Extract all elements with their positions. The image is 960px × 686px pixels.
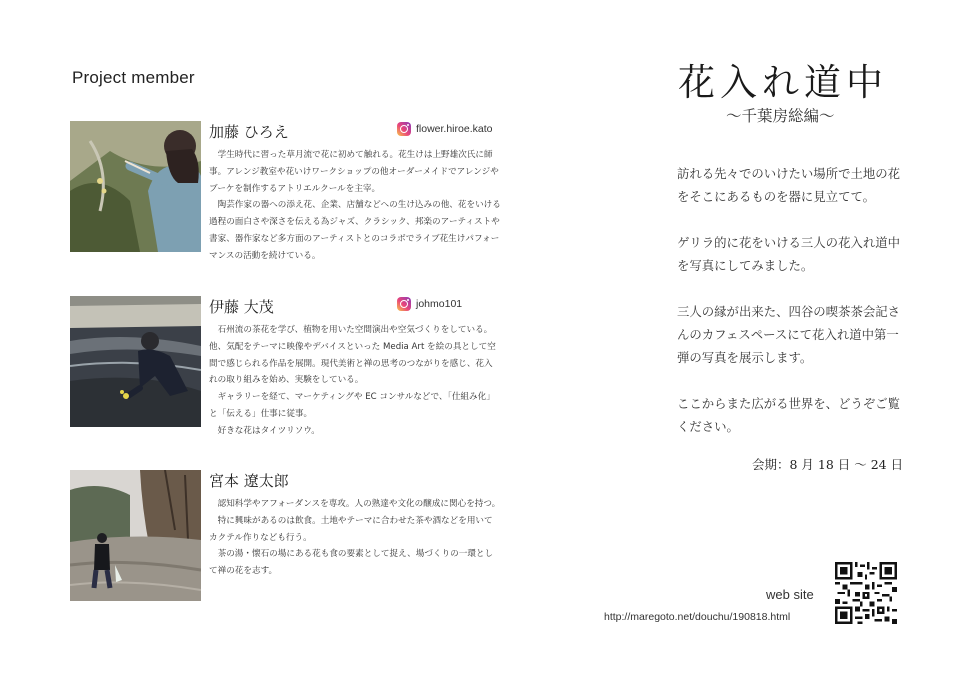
- event-subtitle: 〜千葉房総編〜: [726, 107, 835, 125]
- bio-paragraph: 学生時代に習った草月流で花に初めて触れる。花生けは上野雄次氏に師事。アレンジ教室や花いけワークショップの他オーダーメイドでアレンジやブーケを制作するアトリエルクールを主宰。: [209, 150, 499, 194]
- member-card: [70, 296, 500, 436]
- member-name: 伊藤 大茂: [209, 298, 274, 316]
- instagram-icon: [397, 122, 411, 136]
- intro-paragraph: 三人の縁が出来た、四谷の喫茶茶会記さんのカフェスペースにて花入れ道中第一弾の写真を展示します。: [677, 304, 901, 365]
- website-label: web site: [766, 587, 814, 602]
- member-bio: [209, 496, 501, 580]
- bio-paragraph: 特に興味があるのは飲食。土地やテーマに合わせた茶や酒などを用いてカクテル作りなども行う。: [209, 515, 493, 543]
- bio-paragraph: 陶芸作家の器への添え花、企業、店舗などへの生け込みの他、花をいける過程の面白さや深さを伝える為ジャズ、クラシック、邦楽のアーティストや書家、器作家など多方面のアーティストとのコラボでライブ花生けパフォーマンスの活動を続けている。: [209, 200, 501, 261]
- member-name: 宮本 遼太郎: [209, 472, 289, 490]
- bio-paragraph: 認知科学やアフォーダンスを専攻。人の熟達や文化の醸成に関心を持つ。: [217, 499, 501, 509]
- instagram-handle: johmo101: [416, 298, 463, 310]
- member-photo: [70, 470, 201, 601]
- event-intro: [677, 162, 902, 461]
- intro-paragraph: 訪れる先々でのいけたい場所で土地の花をそこにあるものを器に見立てて。: [677, 166, 901, 204]
- qr-code[interactable]: [835, 562, 897, 624]
- event-period: 会期：8 月 18 日 〜 24 日: [752, 457, 904, 472]
- bio-paragraph: 石州流の茶花を学び、植物を用いた空間演出や空気づくりをしている。他、気配をテーマに映像やデバイスといった Media Art を絵の具として空間で感じられる作品を展開。現代美術と禅の思考のつながりを感じ、花入れの取り組みを始め、実験をしている。: [209, 325, 496, 386]
- member-name: 加藤 ひろえ: [209, 123, 289, 141]
- intro-paragraph: ここからまた広がる世界を、どうぞご覧ください。: [677, 396, 901, 434]
- member-bio: [209, 147, 501, 265]
- project-member-heading: Project member: [72, 68, 195, 87]
- intro-paragraph: ゲリラ的に花をいける三人の花入れ道中を写真にしてみました。: [677, 235, 901, 273]
- event-title: 花入れ道中: [678, 61, 888, 104]
- website-url-link[interactable]: http://maregoto.net/douchu/190818.html: [604, 611, 791, 623]
- member-photo: [70, 121, 201, 252]
- bio-paragraph: 茶の湯・懐石の場にある花も食の要素として捉え、場づくりの一環として禅の花を志す。: [209, 549, 494, 577]
- bio-paragraph: ギャラリーを経て、マーケティングや EC コンサルなどで、「仕組み化」と「伝える」仕事に従事。: [209, 392, 495, 419]
- member-card: [70, 121, 501, 261]
- member-photo: [70, 296, 201, 427]
- member-instagram[interactable]: [397, 122, 492, 136]
- member-card: [70, 470, 500, 605]
- instagram-handle: flower.hiroe.kato: [416, 123, 493, 135]
- member-instagram[interactable]: [397, 297, 462, 311]
- bio-paragraph: 好きな花はタイツリソウ。: [217, 425, 320, 436]
- instagram-icon: [397, 297, 411, 311]
- member-bio: [209, 322, 501, 440]
